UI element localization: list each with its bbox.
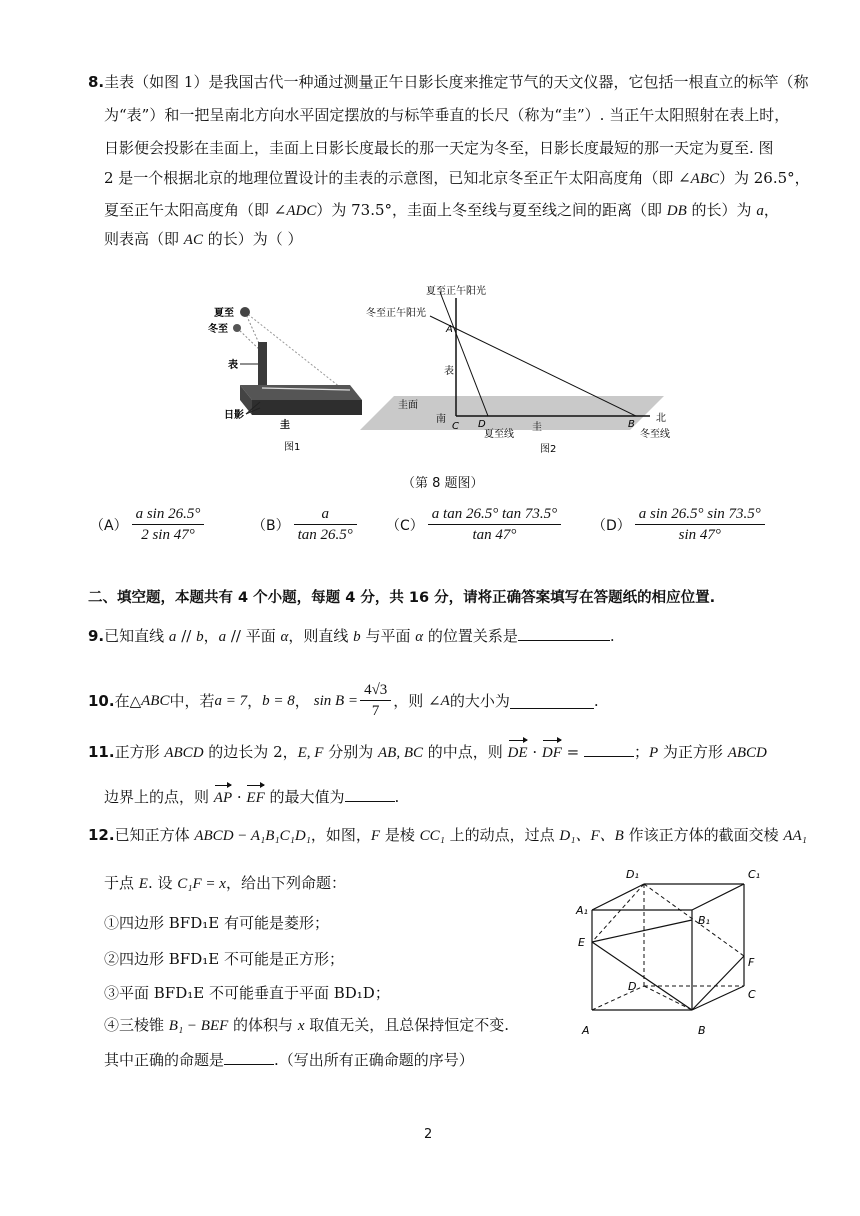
- option-c[interactable]: [386, 504, 561, 545]
- q10-text: 的大小为: [449, 691, 510, 710]
- sin-b: sin B =: [313, 692, 359, 709]
- q12-text: 于点: [104, 874, 139, 892]
- q8-text: 为“表”）和一把呈南北方向水平固定摆放的与标竿垂直的长尺（称为“圭”）. 当正午太阳照射在表上时，: [104, 106, 790, 124]
- q12-prop-1: ①四边形 BFD₁E 有可能是菱形；: [104, 914, 329, 932]
- angle-abc: ABC: [690, 171, 719, 187]
- label-xiazhi: 夏至: [214, 308, 234, 319]
- var-a: a: [756, 203, 764, 219]
- denominator: 7: [371, 703, 380, 719]
- gui-top: [240, 385, 362, 400]
- q12-prop-3: ③平面 BFD₁E 不可能垂直于平面 BD₁D；: [104, 984, 390, 1002]
- label-winter-light: 冬至正午阳光: [366, 308, 426, 319]
- eq-c1f: C₁F = x: [177, 876, 226, 892]
- label-dongzhi: 冬至: [208, 324, 228, 335]
- label-winter-line: 冬至线: [640, 429, 670, 440]
- question-number: 10.: [88, 691, 115, 710]
- cube-name: ABCD − A₁B₁C₁D₁: [194, 828, 311, 844]
- q8-line-2: [104, 104, 789, 126]
- question-number: 9.: [88, 627, 105, 645]
- q10-text: ，则 ∠: [393, 691, 441, 710]
- point-b: B: [628, 419, 635, 430]
- q12-text: 取值无关，且总保持恒定不变.: [304, 1016, 510, 1034]
- answer-blank[interactable]: [518, 624, 610, 641]
- eq-a: a = 7: [214, 692, 248, 709]
- point-p: P: [648, 745, 659, 761]
- q8-line-4: [104, 167, 810, 190]
- point-a: A: [446, 324, 453, 335]
- answer-blank-1[interactable]: [584, 740, 634, 757]
- dot-operator: ·: [527, 743, 542, 761]
- q12-line-2: [104, 872, 346, 895]
- q10-text: 在△: [114, 691, 142, 710]
- figure-caption: （第 8 题图）: [402, 476, 484, 491]
- vector-de: DE: [508, 742, 528, 764]
- q12-text: ④三棱锥: [104, 1016, 169, 1034]
- label-north: 北: [656, 413, 666, 424]
- point-d: D: [478, 419, 486, 430]
- dot-operator: ·: [232, 788, 247, 806]
- option-label: （B）: [252, 517, 290, 534]
- points-d1-f-b: D₁、F、B: [559, 828, 624, 844]
- q9-text: // 平面: [226, 627, 281, 645]
- q10-text: .: [593, 691, 599, 710]
- numerator: a sin 26.5° sin 73.5°: [635, 504, 765, 525]
- var-a: a: [168, 629, 177, 645]
- numerator: 4√3: [360, 680, 391, 701]
- label-riying: 日影: [224, 410, 244, 421]
- label-summer-line: 夏至线: [484, 429, 514, 440]
- q8-line-6: [104, 228, 303, 251]
- angle-a: A: [440, 692, 450, 709]
- vertex-a: A: [582, 1024, 590, 1037]
- q8-text: 2 是一个根据北京的地理位置设计的圭表的示意图，已知北京冬至正午太阳高度角（即 ∠: [104, 169, 691, 187]
- point-f: F: [748, 956, 755, 969]
- q8-text: 圭表（如图 1）是我国古代一种通过测量正午日影长度来推定节气的天文仪器，它包括一根直立的标竿（称: [104, 73, 809, 91]
- vertex-d: D: [628, 980, 637, 993]
- q8-line-1: [88, 71, 808, 93]
- q12-text: 是棱: [380, 826, 420, 844]
- pyramid-b1-bef: B₁ − BEF: [168, 1018, 229, 1034]
- q12-text: 的体积与: [228, 1016, 298, 1034]
- q9-line: [88, 624, 615, 648]
- gui-front: [252, 400, 362, 415]
- label-summer-light: 夏至正午阳光: [426, 286, 486, 297]
- gnomon-pole: [258, 342, 267, 388]
- page-number: 2: [424, 1127, 433, 1142]
- q8-text: 的长）为: [686, 201, 757, 219]
- label-biao: 表: [228, 360, 238, 371]
- equals: =: [561, 743, 584, 761]
- vector-df: DF: [542, 742, 562, 764]
- q12-last-line: [104, 1048, 474, 1071]
- label-gui: 圭: [280, 420, 290, 431]
- numerator: a tan 26.5° tan 73.5°: [428, 504, 561, 525]
- denominator: tan 26.5°: [297, 527, 353, 543]
- option-d[interactable]: [592, 504, 765, 545]
- q8-line-3: [104, 137, 774, 159]
- figure-2-schematic: [360, 280, 690, 460]
- q12-prop-4: [104, 1014, 509, 1037]
- q8-text: 夏至正午太阳高度角（即 ∠: [104, 201, 287, 219]
- point-e: E: [138, 876, 148, 892]
- points-ef: E, F: [297, 745, 324, 761]
- label-biao: 表: [444, 366, 454, 377]
- q12-text: 其中正确的命题是: [104, 1051, 225, 1069]
- var-x: x: [297, 1018, 305, 1034]
- q11-text: 的边长为 2，: [203, 743, 298, 761]
- option-label: （D）: [592, 517, 631, 534]
- q12-text: ，如图，: [310, 826, 371, 844]
- option-a-fraction: [132, 504, 205, 545]
- q10-line: [88, 680, 599, 721]
- q12-text: 上的动点，过点: [444, 826, 560, 844]
- vertex-b: B: [698, 1024, 706, 1037]
- option-label: （A）: [90, 517, 128, 534]
- q8-text: ，: [763, 201, 779, 219]
- q11-text: 的中点，则: [423, 743, 508, 761]
- q9-text: 已知直线: [104, 627, 169, 645]
- q8-text: 日影便会投影在圭面上，圭面上日影长度最长的那一天定为冬至，日影长度最短的那一天定为夏至. 图: [104, 139, 774, 157]
- q9-text: //: [176, 627, 197, 645]
- q11-line-2: [104, 785, 399, 809]
- q10-text: 中，若: [169, 691, 215, 710]
- option-b-fraction: [294, 504, 357, 545]
- q8-text: ）为 26.5°，: [719, 169, 810, 187]
- edge-cc1: CC₁: [419, 828, 445, 844]
- var-alpha: α: [415, 629, 424, 645]
- q8-text: 的长）为（ ）: [202, 230, 303, 248]
- q11-text: 为正方形: [658, 743, 728, 761]
- denominator: tan 47°: [472, 527, 517, 543]
- denominator: sin 47°: [678, 527, 721, 543]
- triangle-abc: ABC: [141, 692, 170, 709]
- vertex-a1: A₁: [576, 904, 588, 917]
- numerator: a sin 26.5°: [132, 504, 205, 525]
- angle-adc: ADC: [286, 203, 317, 219]
- vertex-d1: D₁: [626, 868, 639, 881]
- q8-text: 则表高（即: [104, 230, 184, 248]
- q9-text: ，: [203, 627, 219, 645]
- q11-text: 分别为: [323, 743, 378, 761]
- option-a[interactable]: [90, 504, 204, 545]
- var-b: b: [196, 629, 204, 645]
- q10-text: ，: [247, 691, 263, 710]
- label-south: 南: [436, 414, 446, 425]
- answer-blank[interactable]: [224, 1048, 274, 1065]
- var-a: a: [218, 629, 227, 645]
- edge-aa1: AA₁: [783, 828, 807, 844]
- q10-text: ，: [294, 691, 310, 710]
- segment-db: DB: [666, 203, 687, 219]
- square-abcd: ABCD: [727, 745, 767, 761]
- point-c: C: [452, 421, 459, 432]
- option-label: （C）: [386, 517, 424, 534]
- q12-text: 已知正方体: [114, 826, 195, 844]
- point-f: F: [370, 828, 381, 844]
- q11-text: .: [394, 788, 400, 806]
- section-2-heading: 二、填空题，本题共有 4 个小题，每题 4 分，共 16 分，请将正确答案填写在答题纸的相应位置.: [88, 590, 716, 606]
- q9-text: 与平面: [360, 627, 416, 645]
- vertex-b1: B₁: [698, 914, 710, 927]
- q12-text: 作该正方体的截面交棱: [623, 826, 784, 844]
- sun-summer-icon: [240, 307, 250, 317]
- segment-ac: AC: [183, 232, 203, 248]
- option-d-fraction: [635, 504, 765, 545]
- label-gui: 圭: [532, 422, 542, 433]
- q12-line-1: [88, 824, 807, 847]
- label-guimian: 圭面: [398, 400, 418, 411]
- sin-b-fraction: [360, 680, 391, 721]
- q11-text: 的最大值为: [264, 788, 345, 806]
- q8-text: ）为 73.5°，圭面上冬至线与夏至线之间的距离（即: [316, 201, 667, 219]
- q11-text: 边界上的点，则: [104, 788, 214, 806]
- q8-line-5: [104, 199, 779, 222]
- eq-b: b = 8: [262, 692, 295, 709]
- q11-line-1: [88, 740, 767, 764]
- segments-ab-bc: AB, BC: [378, 745, 423, 761]
- q12-text: . 设: [147, 874, 178, 892]
- cube-figure: [572, 862, 768, 1040]
- q9-text: 的位置关系是: [423, 627, 518, 645]
- q12-text: .（写出所有正确命题的序号）: [274, 1051, 474, 1069]
- var-b: b: [353, 629, 361, 645]
- numerator: a: [294, 504, 357, 525]
- vertex-c: C: [748, 988, 756, 1001]
- square-abcd: ABCD: [164, 745, 204, 761]
- option-b[interactable]: [252, 504, 357, 545]
- q12-text: ，给出下列命题：: [225, 874, 346, 892]
- q11-text: 正方形: [114, 743, 165, 761]
- q9-text: .: [609, 627, 615, 645]
- answer-blank[interactable]: [510, 692, 594, 709]
- figure-1-caption: 图1: [284, 442, 301, 453]
- var-alpha: α: [280, 629, 289, 645]
- answer-blank-2[interactable]: [345, 785, 395, 802]
- figure-2-caption: 图2: [540, 444, 557, 455]
- sun-winter-icon: [233, 324, 241, 332]
- question-number: 8.: [88, 73, 105, 91]
- denominator: 2 sin 47°: [141, 527, 195, 543]
- vertex-c1: C₁: [748, 868, 761, 881]
- vector-ap: AP: [214, 787, 232, 809]
- q9-text: ，则直线: [288, 627, 354, 645]
- figure-1-gnomon-photo: [200, 290, 375, 460]
- question-number: 12.: [88, 826, 115, 844]
- q11-text: ；: [633, 743, 649, 761]
- point-e: E: [578, 936, 585, 949]
- question-number: 11.: [88, 743, 115, 761]
- vector-ef: EF: [246, 787, 264, 809]
- q12-prop-2: ②四边形 BFD₁E 不可能是正方形；: [104, 950, 344, 968]
- option-c-fraction: [428, 504, 561, 545]
